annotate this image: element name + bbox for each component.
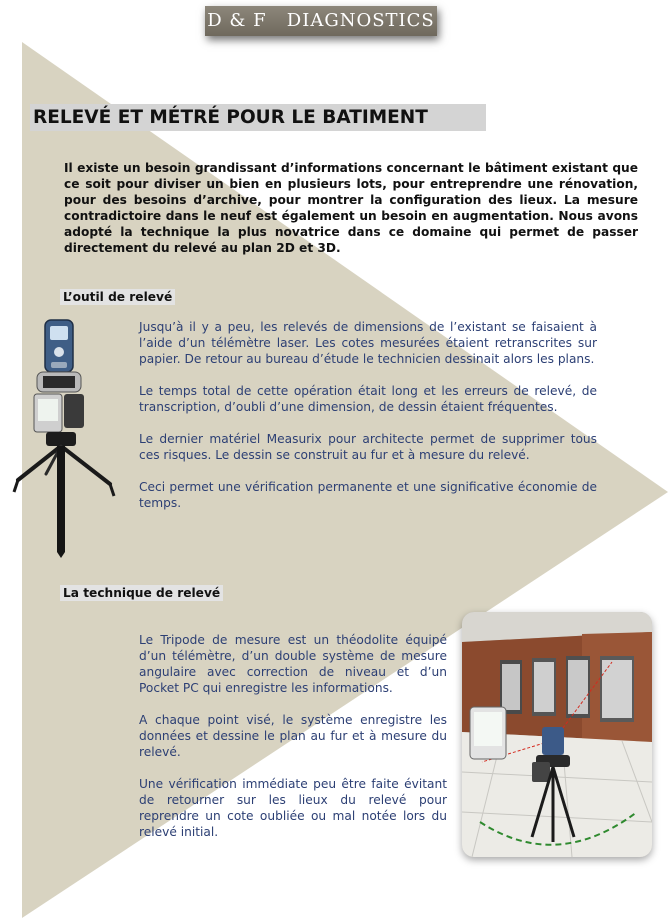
room-survey-photo [462,612,652,857]
section2-paragraph: A chaque point visé, le système enregistre les données et dessine le plan au fur et à mesure du relevé. [139,713,447,759]
section-heading-technique: La technique de relevé [60,585,223,601]
section1-paragraph: Le dernier matériel Measurix pour architecte permet de supprimer tous ces risques. Le dessin se construit au fur et à mesure du relevé. [139,432,597,462]
section1-paragraph: Jusqu’à il y a peu, les relevés de dimensions de l’existant se faisaient à l’aide d’un télémètre laser. Les cotes mesurées étaient retranscrites sur papier. De retour au bureau d’étude le technicien dessinait alors les plans. [139,320,597,366]
intro-paragraph: Il existe un besoin grandissant d’informations concernant le bâtiment existant que ce soit pour diviser un bien en plusieurs lots, pour entreprendre une rénovation, pour des besoins d’archive, pour montrer la configuration des lieux. La mesure contradictoire dans le neuf est également un besoin en augmentation. Nous avons adopté la technique la plus novatrice dans ce domaine qui permet de passer directement du relevé au plan 2D et 3D. [64,161,638,255]
section2-paragraph: Une vérification immédiate peu être faite évitant de retourner sur les lieux du relevé pour reprendre un cote oubliée ou mal notée lors du relevé initial. [139,777,447,839]
measuring-device-illustration [10,314,122,560]
section1-paragraph: Le temps total de cette opération était long et les erreurs de relevé, de transcription, d’oubli d’une dimension, de dessin étaient fréquentes. [139,384,597,414]
section-heading-tool: L’outil de relevé [60,289,175,305]
brand-banner: D & F DIAGNOSTICS [205,6,437,36]
section2-body [139,632,447,856]
page-title: RELEVÉ ET MÉTRÉ POUR LE BATIMENT [33,107,428,128]
title-bar [30,104,486,131]
section2-paragraph: Le Tripode de mesure est un théodolite équipé d’un télémètre, d’un double système de mesure angulaire avec correction de niveau et d’un Pocket PC qui enregistre les informations. [139,633,447,695]
section1-paragraph: Ceci permet une vérification permanente et une significative économie de temps. [139,480,597,510]
section1-body [139,319,597,527]
